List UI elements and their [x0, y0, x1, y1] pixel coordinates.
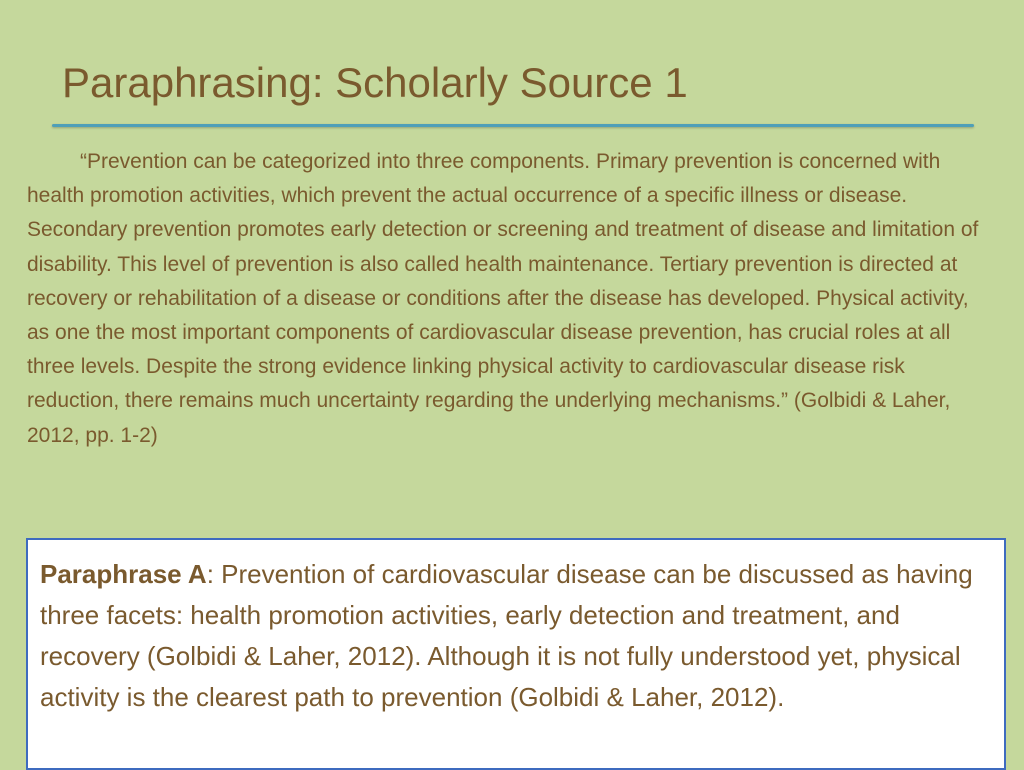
paraphrase-box — [26, 538, 1006, 770]
paraphrase-text: : Prevention of cardiovascular disease can be discussed as having three facets: health promotion activities, early detection and treatment, and recovery (Golbidi & Laher, 2012). Although it is not fully understood yet, physical activity is the clearest path to prevention (Golbidi & Laher, 2012). — [40, 559, 973, 712]
source-quote: “Prevention can be categorized into three components. Primary prevention is concerned with health promotion activities, which prevent the actual occurrence of a specific illness or disease. Secondary prevention promotes early detection or screening and treatment of disease and limitation of disability. This level of prevention is also called health maintenance. Tertiary prevention is directed at recovery or rehabilitation of a disease or conditions after the disease has developed. Physical activity, as one the most important components of cardiovascular disease prevention, has crucial roles at all three levels. Despite the strong evidence linking physical activity to cardiovascular disease risk reduction, there remains much uncertainty regarding the underlying mechanisms.” (Golbidi & Laher, 2012, pp. 1-2) — [27, 150, 979, 447]
title-divider — [52, 124, 974, 127]
paraphrase-paragraph — [40, 554, 992, 718]
slide-title: Paraphrasing: Scholarly Source 1 — [62, 59, 688, 106]
paraphrase-label: Paraphrase A — [40, 559, 207, 589]
